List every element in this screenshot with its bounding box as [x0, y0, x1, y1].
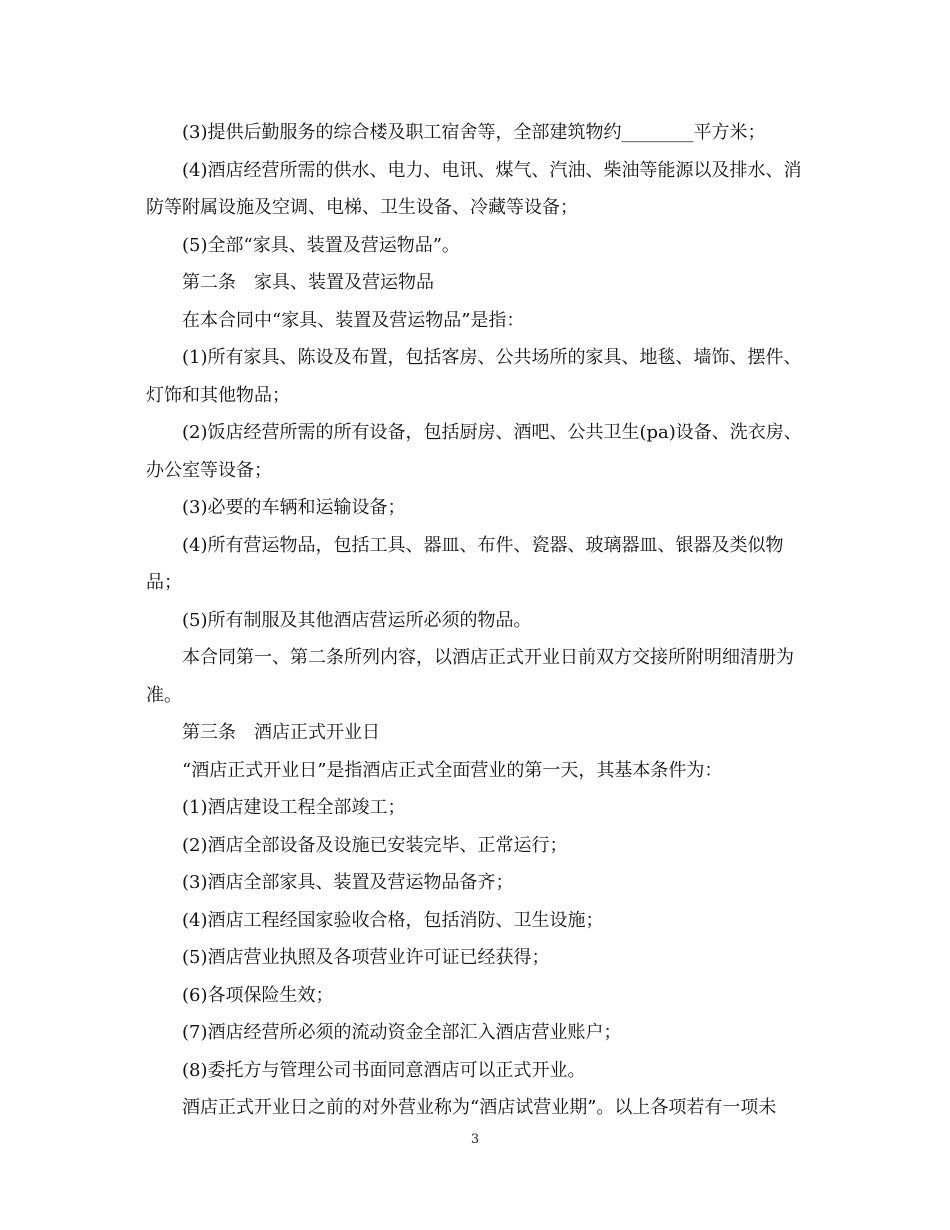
paragraph: (5)所有制服及其他酒店营运所必须的物品。 — [182, 609, 532, 631]
paragraph: (5)酒店营业执照及各项营业许可证已经获得； — [182, 947, 550, 968]
paragraph: (5)全部“家具、装置及营运物品”。 — [182, 234, 460, 256]
paragraph: (3)提供后勤服务的综合楼及职工宿舍等，全部建筑物约________平方米； — [182, 122, 766, 143]
section-heading: 第二条 家具、装置及营运物品 — [182, 272, 434, 293]
paragraph: 酒店正式开业日之前的对外营业称为“酒店试营业期”。以上各项若有一项未 — [182, 1097, 777, 1118]
paragraph: (1)所有家具、陈设及布置，包括客房、公共场所的家具、地毯、墙饰、摆件、灯饰和其他物品； — [146, 347, 802, 406]
paragraph: 本合同第一、第二条所列内容，以酒店正式开业日前双方交接所附明细清册为准。 — [146, 647, 794, 706]
paragraph: “酒店正式开业日”是指酒店正式全面营业的第一天，其基本条件为： — [182, 759, 723, 781]
paragraph: (1)酒店建设工程全部竣工； — [182, 797, 406, 818]
paragraph: (3)必要的车辆和运输设备； — [182, 497, 406, 518]
paragraph: (7)酒店经营所必须的流动资金全部汇入酒店营业账户； — [182, 1022, 622, 1043]
page-number: 3 — [470, 1132, 480, 1147]
paragraph: (2)饭店经营所需的所有设备，包括厨房、酒吧、公共卫生(pa)设备、洗衣房、办公室等设备； — [146, 422, 802, 481]
paragraph: (4)酒店经营所需的供水、电力、电讯、煤气、汽油、柴油等能源以及排水、消防等附属设施及空调、电梯、卫生设备、冷藏等设备； — [146, 159, 802, 218]
paragraph: (8)委托方与管理公司书面同意酒店可以正式开业。 — [182, 1059, 586, 1081]
paragraph: (6)各项保险生效； — [182, 984, 334, 1006]
paragraph: (3)酒店全部家具、装置及营运物品备齐； — [182, 872, 514, 893]
paragraph: (4)所有营运物品，包括工具、器皿、布件、瓷器、玻璃器皿、银器及类似物品； — [146, 534, 784, 593]
paragraph: 在本合同中“家具、装置及营运物品”是指： — [182, 309, 525, 331]
paragraph: (2)酒店全部设备及设施已安装完毕、正常运行； — [182, 834, 568, 856]
paragraph: (4)酒店工程经国家验收合格，包括消防、卫生设施； — [182, 909, 604, 931]
document-body — [146, 114, 806, 1127]
section-heading: 第三条 酒店正式开业日 — [182, 722, 380, 743]
